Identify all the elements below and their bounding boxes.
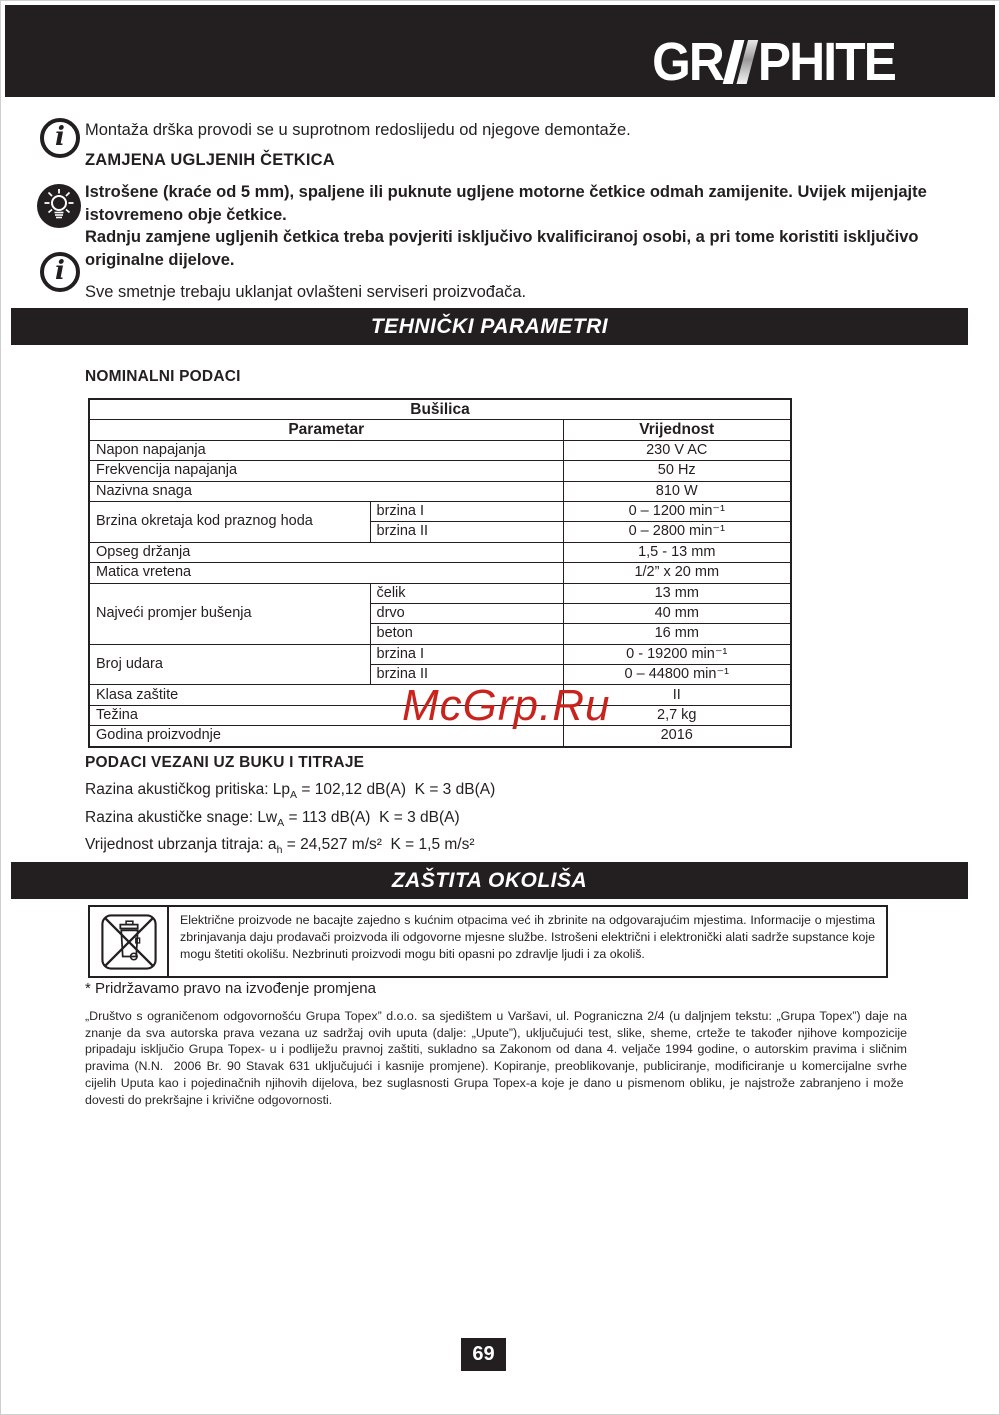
brush-replacement-heading: ZAMJENA UGLJENIH ČETKICA (85, 151, 335, 169)
tip-bulb-icon (36, 183, 82, 229)
sub-param-cell: brzina II (370, 522, 563, 542)
param-cell: Matica vretena (89, 563, 563, 583)
value-cell: 13 mm (563, 583, 791, 603)
crossed-out-bin-icon (100, 913, 158, 971)
sub-param-cell: čelik (370, 583, 563, 603)
tech-parameters-bar (11, 308, 968, 345)
brush-warning-paragraph: Istrošene (kraće od 5 mm), spaljene ili puknute ugljene motorne četkice odmah zamijenite. Uvijek mijenjajte istovremeno obje četkice. (85, 183, 927, 224)
sound-pressure-line: Razina akustičkog pritiska: $Lp_A = 102,12$ dB(A) K = 3 dB(A) (85, 781, 496, 802)
table-row (89, 644, 791, 664)
param-cell: Napon napajanja (89, 440, 563, 460)
table-row (89, 563, 791, 583)
value-cell: 0 – 1200 min⁻¹ (563, 501, 791, 521)
header-bar (5, 5, 995, 97)
value-cell: 2,7 kg (563, 705, 791, 725)
changes-reserved-footnote: * Pridržavamo pravo na izvođenje promjena (85, 980, 376, 997)
table-row (89, 420, 791, 440)
logo-text-phite: PHITE (757, 32, 895, 92)
sub-param-cell: brzina I (370, 644, 563, 664)
sub-param-cell: drvo (370, 603, 563, 623)
param-cell: Klasa zaštite (89, 685, 563, 705)
table-row (89, 440, 791, 460)
value-cell: 230 V AC (563, 440, 791, 460)
weee-icon-cell (90, 907, 169, 976)
intro-line-2: Sve smetnje trebaju uklanjat ovlašteni serviseri proizvođača. (85, 283, 527, 301)
sound-power-line: Razina akustičke snage: $Lw_A = 113$ dB(A) K = 3 dB(A) (85, 808, 460, 829)
value-header-cell: Vrijednost (563, 420, 791, 440)
param-cell: Najveći promjer bušenja (89, 583, 370, 644)
value-cell: 0 – 2800 min⁻¹ (563, 522, 791, 542)
table-row (89, 583, 791, 603)
value-cell: 810 W (563, 481, 791, 501)
graphite-logo (652, 32, 895, 92)
sub-param-cell: brzina II (370, 665, 563, 685)
nominal-data-heading: NOMINALNI PODACI (85, 368, 241, 385)
page-number: 69 (472, 1343, 495, 1365)
table-row (89, 481, 791, 501)
table-title-cell: Bušilica (89, 399, 791, 420)
weee-notice-text: Električne proizvode ne bacajte zajedno s kućnim otpacima već ih zbrinite na odgovarajućim mjestima. Informacije o mjestima zbrinjavanja daju prodavači proizvoda ili odgovorne mjesne službe. Istrošeni električni i elektronički alati sadrže supstance koje mogu štetiti okolišu. Nezbrinuti proizvodi mogu biti opasni po zdravlje ljudi i za okoliš. (180, 913, 875, 962)
noise-data-block (85, 779, 495, 862)
value-cell: 40 mm (563, 603, 791, 623)
noise-data-heading: PODACI VEZANI UZ BUKU I TITRAJE (85, 754, 365, 771)
value-cell: 0 – 44800 min⁻¹ (563, 665, 791, 685)
param-cell: Brzina okretaja kod praznog hoda (89, 501, 370, 542)
copyright-paragraph: „Društvo s ograničenom odgovornošću Grupa Topex” d.o.o. sa sjedištem u Varšavi, ul. Pograniczna 2/4 (u daljnjem tekstu: „Grupa Topex”) daje na znanje da sva autorska prava vezana uz sadržaj ovih uputa (dalje: „Upute”), uključujući test, slike, sheme, crteže te također njihove kompozicije pripadaju isključio Grupa Topex- u i podliježu pravnoj zaštiti, sukladno sa Zakonom od dana 4. veljače 1994 godine, o autorskim pravima i sličnim pravima (N.N. 2006 Br. 90 Stavak 631 uključujući i kasnije promjene). Kopiranje, preoblikovanje, publiciranje, modificiranje u komercijalne svrhe cijelih Uputa kao i pojedinačnih njihovih dijelova, bez suglasnosti Grupa Topex-a koje je dano u pismenom obliku, je najstrože zabranjeno i može dovesti do prekršajne i krivične odgovornosti. (85, 1009, 907, 1107)
value-cell: 50 Hz (563, 461, 791, 481)
table-row (89, 501, 791, 521)
logo-text-gr: GR (652, 32, 723, 92)
param-header-cell: Parametar (89, 420, 563, 440)
tech-parameters-title: TEHNIČKI PARAMETRI (370, 314, 609, 338)
param-cell: Frekvencija napajanja (89, 461, 563, 481)
param-cell: Broj udara (89, 644, 370, 685)
param-cell: Opseg držanja (89, 542, 563, 562)
value-cell: II (563, 685, 791, 705)
sub-param-cell: brzina I (370, 501, 563, 521)
environment-title: ZAŠTITA OKOLIŠA (391, 868, 588, 892)
value-cell: 1,5 - 13 mm (563, 542, 791, 562)
value-cell: 0 - 19200 min⁻¹ (563, 644, 791, 664)
page-number-badge (461, 1338, 506, 1371)
value-cell: 2016 (563, 726, 791, 747)
param-cell: Godina proizvodnje (89, 726, 563, 747)
table-row (89, 399, 791, 420)
value-cell: 1/2” x 20 mm (563, 563, 791, 583)
environment-bar (11, 862, 968, 899)
value-cell: 16 mm (563, 624, 791, 644)
table-row (89, 461, 791, 481)
info-icon: i (40, 118, 80, 158)
table-row (89, 542, 791, 562)
param-cell: Nazivna snaga (89, 481, 563, 501)
vibration-line: Vrijednost ubrzanja titraja: $a_h = 24,527$ m/s² K = 1,5 m/s² (85, 836, 475, 857)
sub-param-cell: beton (370, 624, 563, 644)
watermark: McGrp.Ru (402, 681, 611, 730)
weee-notice-box (88, 905, 888, 978)
logo-slash-a-icon (728, 40, 756, 84)
brush-service-paragraph: Radnju zamjene ugljenih četkica treba povjeriti isključivo kvalificiranoj osobi, a pri tome koristiti isključivo originalne dijelove. (85, 228, 919, 269)
param-cell: Težina (89, 705, 563, 725)
info-icon: i (40, 252, 80, 292)
intro-line-1: Montaža drška provodi se u suprotnom redoslijedu od njegove demontaže. (85, 121, 631, 139)
